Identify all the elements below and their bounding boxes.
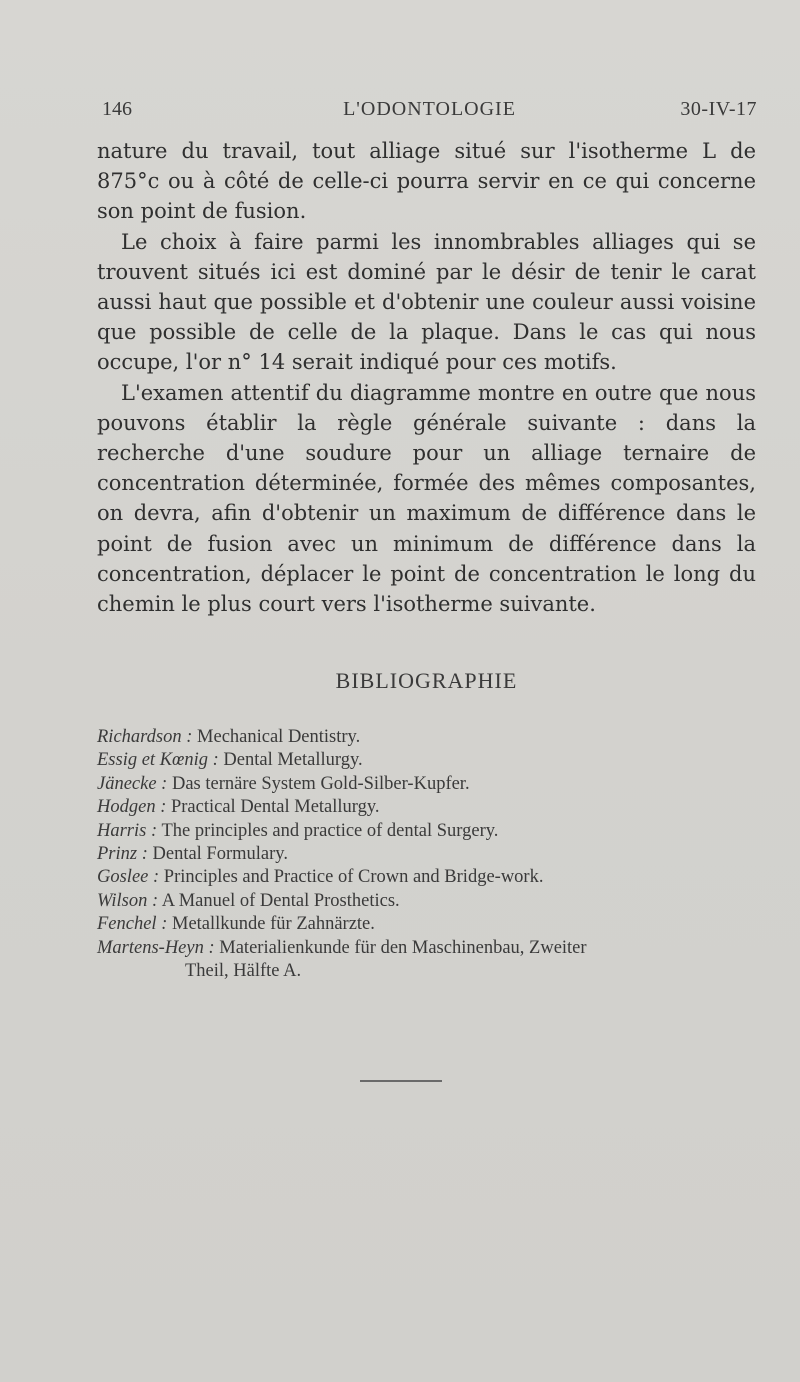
paragraph-3: L'examen attentif du diagramme montre en outre que nous pouvons établir la règle générale suivante : dans la recherche d'une soudure pour un alliage ternaire de concentration déterminée, formée des mêmes composantes, on devra, afin d'obtenir un maximum de différence dans le point de fusion avec un minimum de différence dans la concentration, déplacer le point de concentration le long du chemin le plus court vers l'isotherme suivante. [97, 380, 756, 617]
entry-author: Prinz : [97, 844, 148, 865]
bibliography-heading: BIBLIOGRAPHIE [335, 668, 518, 693]
section-separator-rule [360, 1080, 442, 1082]
bibliography-entry [97, 843, 762, 866]
bibliography-entry [97, 890, 762, 913]
entry-author: Hodgen : [97, 797, 167, 818]
entry-title: Mechanical Dentistry. [197, 727, 361, 747]
entry-title: Das ternäre System Gold-Silber-Kupfer. [171, 773, 470, 794]
entry-title: Materialienkunde für den Maschinenbau, Zweiter [219, 937, 587, 958]
paragraph-2: Le choix à faire parmi les innombrables alliages qui se trouvent situés ici est dominé par le désir de tenir le carat aussi haut que possible et d'obtenir une couleur aussi voisine que possible de celle de la plaque. Dans le cas qui nous occupe, l'or n° 14 serait indiqué pour ces motifs. [97, 229, 756, 375]
bibliography-entry-continuation: Theil, Hälfte A. [185, 961, 302, 982]
entry-title: Dental Formulary. [152, 844, 288, 865]
entry-author: Harris : [97, 820, 158, 841]
entry-author: Martens-Heyn : [97, 937, 215, 958]
entry-author: Goslee : [97, 867, 160, 888]
entry-title: Practical Dental Metallurgy. [170, 797, 380, 818]
paragraph-1: nature du travail, tout alliage situé sur l'isotherme L de 875°c ou à côté de celle-ci pourra servir en ce qui concerne son point de fusion. [97, 139, 756, 224]
entry-title: Principles and Practice of Crown and Bridge-work. [163, 867, 544, 888]
entry-author: Richardson : [97, 727, 193, 747]
entry-title: The principles and practice of dental Surgery. [161, 820, 499, 841]
bibliography-entry [97, 726, 762, 749]
running-header [102, 98, 757, 128]
entry-author: Essig et Kœnig : [97, 750, 219, 771]
entry-author: Wilson : [97, 890, 159, 911]
issue-date: 30-IV-17 [680, 98, 757, 120]
entry-title: Dental Metallurgy. [223, 750, 363, 771]
body-text [97, 136, 756, 619]
entry-title: Metallkunde für Zahnärzte. [172, 914, 375, 935]
entry-author: Fenchel : [97, 914, 168, 935]
entry-author: Jänecke : [97, 773, 168, 794]
page-number: 146 [102, 98, 132, 120]
bibliography-entry [97, 820, 762, 843]
bibliography-entry [97, 866, 762, 889]
bibliography-list [97, 726, 762, 983]
bibliography-entry [97, 913, 762, 936]
journal-title: L'ODONTOLOGIE [343, 98, 516, 120]
bibliography-entry [97, 937, 762, 960]
bibliography-entry [97, 796, 762, 819]
entry-title: A Manuel of Dental Prosthetics. [161, 890, 400, 911]
bibliography-entry [97, 773, 762, 796]
bibliography-entry [97, 749, 762, 772]
